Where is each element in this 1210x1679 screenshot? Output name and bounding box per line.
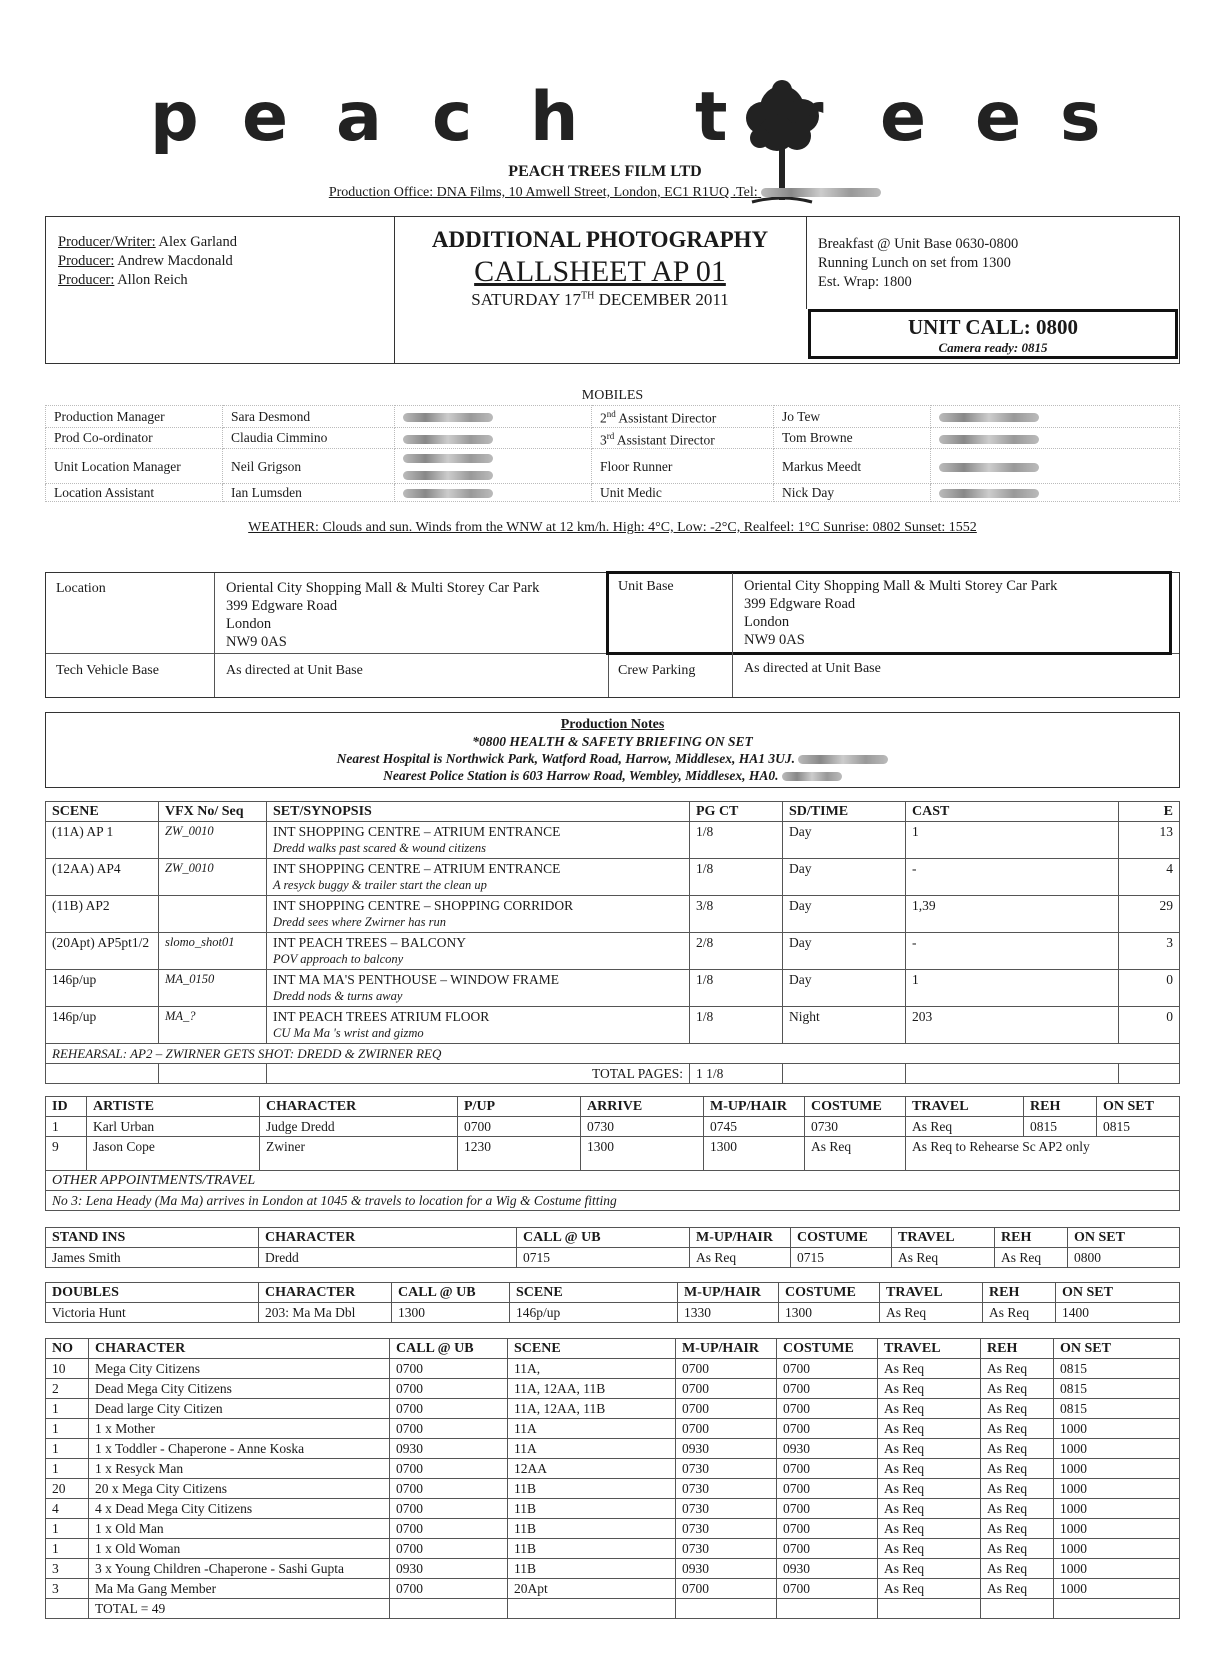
unit-call-box: UNIT CALL: 0800 Camera ready: 0815	[808, 309, 1178, 359]
unit-base-address: Oriental City Shopping Mall & Multi Storey Car Park 399 Edgware Road London NW9 0AS	[744, 578, 1058, 648]
header-box	[45, 216, 1180, 364]
logo-letter: h	[530, 78, 617, 157]
table-row	[46, 1579, 1180, 1599]
table-cell: 11A	[508, 1419, 676, 1439]
table-row	[46, 1419, 1180, 1439]
table-row	[46, 1519, 1180, 1539]
table-cell: 3 x Young Children -Chaperone - Sashi Gupta	[89, 1559, 390, 1579]
table-cell: As Req	[981, 1459, 1054, 1479]
table-cell: 1000	[1054, 1479, 1180, 1499]
table-cell: 0700	[777, 1399, 878, 1419]
table-cell: 0700	[676, 1419, 777, 1439]
table-cell: As Req	[981, 1479, 1054, 1499]
table-header: SCENE VFX No/ Seq SET/SYNOPSIS PG CT SD/TIME CAST E	[46, 802, 1180, 822]
table-cell: Ma Ma Gang Member	[89, 1579, 390, 1599]
table-cell: 11A, 12AA, 11B	[508, 1379, 676, 1399]
table-cell: As Req	[981, 1399, 1054, 1419]
logo-letter: s	[1060, 78, 1139, 157]
logo-letter: a	[336, 78, 420, 157]
other-appointments-text: No 3: Lena Heady (Ma Ma) arrives in London at 1045 & travels to location for a Wig & Costume fitting	[46, 1191, 1180, 1211]
table-cell: 0700	[390, 1479, 508, 1499]
table-row: Victoria Hunt 203: Ma Ma Dbl 1300 146p/up 1330 1300 As Req As Req 1400	[46, 1303, 1180, 1323]
table-row	[46, 1399, 1180, 1419]
table-cell: As Req	[878, 1419, 981, 1439]
table-cell: As Req	[981, 1419, 1054, 1439]
table-row: 9 Jason Cope Zwiner 1230 1300 1300 As Req As Req to Rehearse Sc AP2 only	[46, 1137, 1180, 1171]
table-cell: 0700	[676, 1379, 777, 1399]
callsheet-date: SATURDAY 17TH DECEMBER 2011	[471, 290, 729, 309]
table-cell: 1 x Old Man	[89, 1519, 390, 1539]
table-cell: As Req	[878, 1559, 981, 1579]
table-cell: 4	[46, 1499, 89, 1519]
table-cell: As Req	[981, 1579, 1054, 1599]
table-cell: 1	[46, 1399, 89, 1419]
extras-total-row: TOTAL = 49	[46, 1599, 1180, 1619]
table-cell: As Req	[981, 1519, 1054, 1539]
table-cell: 0700	[390, 1419, 508, 1439]
table-cell: As Req	[981, 1559, 1054, 1579]
standins-table	[45, 1227, 1180, 1268]
table-cell: 0930	[390, 1439, 508, 1459]
peach-trees-logo	[150, 60, 1139, 160]
table-cell: 0815	[1054, 1379, 1180, 1399]
mobile-row: Production Manager Sara Desmond 2nd Assistant Director Jo Tew	[46, 406, 1180, 428]
producers-list: Producer/Writer: Alex Garland Producer: Andrew Macdonald Producer: Allon Reich	[58, 234, 237, 288]
table-cell: 0700	[390, 1539, 508, 1559]
crew-parking-value: As directed at Unit Base	[744, 661, 881, 676]
doubles-table	[45, 1282, 1180, 1323]
production-notes: Production Notes *0800 HEALTH & SAFETY BRIEFING ON SET Nearest Hospital is Northwick Park, Watford Road, Harrow, Middlesex, HA1 3UJ. Nearest Police Station is 603 Harrow Road, Wembley, Middlesex, HA0.	[45, 712, 1180, 788]
table-cell: 3	[46, 1559, 89, 1579]
table-cell: 1000	[1054, 1499, 1180, 1519]
table-cell: 4 x Dead Mega City Citizens	[89, 1499, 390, 1519]
table-row: 1 Karl Urban Judge Dredd 0700 0730 0745 0730 As Req 0815 0815	[46, 1117, 1180, 1137]
table-cell: 0700	[777, 1419, 878, 1439]
table-row: James Smith Dredd 0715 As Req 0715 As Req As Req 0800	[46, 1248, 1180, 1268]
table-row	[46, 1559, 1180, 1579]
table-row: 146p/up MA_0150 INT MA MA'S PENTHOUSE – WINDOW FRAME Dredd nods & turns away 1/8 Day 1 0	[46, 970, 1180, 1007]
total-pages-row: TOTAL PAGES: 1 1/8	[46, 1064, 1180, 1084]
table-cell: 0700	[390, 1379, 508, 1399]
table-cell: 1000	[1054, 1579, 1180, 1599]
table-cell: 1 x Resyck Man	[89, 1459, 390, 1479]
table-cell: As Req	[981, 1499, 1054, 1519]
table-cell: 20	[46, 1479, 89, 1499]
unit-base-label: Unit Base	[618, 579, 674, 594]
table-row: (20Apt) AP5pt1/2 slomo_shot01 INT PEACH TREES – BALCONY POV approach to balcony 2/8 Day - 3	[46, 933, 1180, 970]
table-cell: 0700	[777, 1459, 878, 1479]
table-cell: 10	[46, 1359, 89, 1379]
artistes-table	[45, 1096, 1180, 1211]
mobile-row: Unit Location Manager Neil Grigson Floor Runner Markus Meedt	[46, 449, 1180, 484]
table-header: STAND INS CHARACTER CALL @ UB M-UP/HAIR COSTUME TRAVEL REH ON SET	[46, 1228, 1180, 1248]
scenes-table	[45, 801, 1180, 1084]
table-cell: 0815	[1054, 1359, 1180, 1379]
table-row	[46, 1439, 1180, 1459]
table-cell: 0700	[676, 1359, 777, 1379]
table-cell: 0730	[676, 1479, 777, 1499]
table-cell: 11B	[508, 1519, 676, 1539]
table-cell: 20Apt	[508, 1579, 676, 1599]
table-cell: 0930	[676, 1559, 777, 1579]
table-cell: 1000	[1054, 1419, 1180, 1439]
table-cell: 0700	[390, 1399, 508, 1419]
logo-letter: e	[242, 78, 327, 157]
location-address: Oriental City Shopping Mall & Multi Storey Car Park 399 Edgware Road London NW9 0AS	[226, 580, 540, 650]
table-cell: 1000	[1054, 1459, 1180, 1479]
crew-parking-label: Crew Parking	[618, 663, 696, 678]
table-row	[46, 1539, 1180, 1559]
table-cell: As Req	[878, 1459, 981, 1479]
table-cell: 0700	[390, 1579, 508, 1599]
mobiles-table	[45, 405, 1180, 502]
table-cell: 0700	[777, 1379, 878, 1399]
mobiles-title: MOBILES	[581, 388, 644, 403]
table-row	[46, 1499, 1180, 1519]
table-cell: As Req	[878, 1479, 981, 1499]
table-row	[46, 1379, 1180, 1399]
logo-letter: t	[695, 78, 766, 157]
location-label: Location	[56, 581, 106, 596]
table-cell: 0730	[676, 1539, 777, 1559]
weather-report: WEATHER: Clouds and sun. Winds from the WNW at 12 km/h. High: 4°C, Low: -2°C, Realfeel: 1°C Sunrise: 0802 Sunset: 1552	[248, 520, 977, 535]
tech-base-label: Tech Vehicle Base	[56, 663, 159, 678]
table-cell: As Req	[981, 1539, 1054, 1559]
table-header: DOUBLES CHARACTER CALL @ UB SCENE M-UP/HAIR COSTUME TRAVEL REH ON SET	[46, 1283, 1180, 1303]
table-cell: 0700	[777, 1579, 878, 1599]
table-cell: Dead Mega City Citizens	[89, 1379, 390, 1399]
table-cell: 0700	[390, 1519, 508, 1539]
table-cell: 0700	[777, 1519, 878, 1539]
table-cell: 0700	[390, 1499, 508, 1519]
table-cell: 11B	[508, 1559, 676, 1579]
table-cell: 0730	[676, 1519, 777, 1539]
table-cell: 0930	[777, 1439, 878, 1459]
callsheet-number: CALLSHEET AP 01	[474, 255, 726, 288]
production-office: Production Office: DNA Films, 10 Amwell Street, London, EC1 R1UQ .Tel:	[0, 185, 1210, 201]
table-header: ID ARTISTE CHARACTER P/UP ARRIVE M-UP/HAIR COSTUME TRAVEL REH ON SET	[46, 1097, 1180, 1117]
logo-letter: r	[790, 78, 862, 157]
table-cell: As Req	[878, 1439, 981, 1459]
table-cell: 11A, 12AA, 11B	[508, 1399, 676, 1419]
table-cell: 0730	[676, 1459, 777, 1479]
table-cell: 0930	[390, 1559, 508, 1579]
timings: Breakfast @ Unit Base 0630-0800 Running Lunch on set from 1300 Est. Wrap: 1800	[818, 236, 1019, 290]
table-row: (11A) AP 1 ZW_0010 INT SHOPPING CENTRE – ATRIUM ENTRANCE Dredd walks past scared & wound citizens 1/8 Day 1 13	[46, 822, 1180, 859]
table-cell: 3	[46, 1579, 89, 1599]
table-cell: 0730	[676, 1499, 777, 1519]
table-cell: 11B	[508, 1539, 676, 1559]
table-cell: As Req	[981, 1359, 1054, 1379]
table-cell: 0815	[1054, 1399, 1180, 1419]
table-cell: Dead large City Citizen	[89, 1399, 390, 1419]
location-box	[45, 572, 1180, 698]
table-header: NO CHARACTER CALL @ UB SCENE M-UP/HAIR COSTUME TRAVEL REH ON SET	[46, 1339, 1180, 1359]
table-row: (11B) AP2 INT SHOPPING CENTRE – SHOPPING CORRIDOR Dredd sees where Zwirner has run 3/8 Day 1,39 29	[46, 896, 1180, 933]
logo-letter: p	[150, 78, 237, 157]
table-cell: 1000	[1054, 1559, 1180, 1579]
table-row: 146p/up MA_? INT PEACH TREES ATRIUM FLOOR CU Ma Ma 's wrist and gizmo 1/8 Night 203 0	[46, 1007, 1180, 1044]
table-cell: 11A	[508, 1439, 676, 1459]
table-cell: 1 x Old Woman	[89, 1539, 390, 1559]
company-name: PEACH TREES FILM LTD	[508, 163, 702, 180]
logo-letter: e	[975, 78, 1060, 157]
logo-letter: e	[880, 78, 965, 157]
table-cell: 11B	[508, 1479, 676, 1499]
table-cell: 2	[46, 1379, 89, 1399]
table-row	[46, 1459, 1180, 1479]
table-cell: 1 x Toddler - Chaperone - Anne Koska	[89, 1439, 390, 1459]
table-cell: Mega City Citizens	[89, 1359, 390, 1379]
mobile-row: Location Assistant Ian Lumsden Unit Medic Nick Day	[46, 484, 1180, 502]
table-row	[46, 1359, 1180, 1379]
table-row: (12AA) AP4 ZW_0010 INT SHOPPING CENTRE – ATRIUM ENTRANCE A resyck buggy & trailer start the clean up 1/8 Day - 4	[46, 859, 1180, 896]
table-cell: 0700	[777, 1539, 878, 1559]
table-row	[46, 1479, 1180, 1499]
table-cell: 0700	[777, 1359, 878, 1379]
table-cell: 1 x Mother	[89, 1419, 390, 1439]
table-cell: As Req	[878, 1359, 981, 1379]
table-cell: 11B	[508, 1499, 676, 1519]
mobile-row: Prod Co-ordinator Claudia Cimmino 3rd Assistant Director Tom Browne	[46, 427, 1180, 449]
table-cell: 0700	[676, 1579, 777, 1599]
table-cell: 12AA	[508, 1459, 676, 1479]
other-appointments-title: OTHER APPOINTMENTS/TRAVEL	[46, 1171, 1180, 1191]
table-cell: As Req	[981, 1379, 1054, 1399]
extras-table	[45, 1338, 1180, 1619]
table-cell: As Req	[878, 1499, 981, 1519]
table-cell: 0700	[676, 1399, 777, 1419]
table-cell: 1	[46, 1459, 89, 1479]
table-cell: As Req	[878, 1579, 981, 1599]
table-cell: 0700	[777, 1499, 878, 1519]
table-cell: 0930	[777, 1559, 878, 1579]
table-cell: 0930	[676, 1439, 777, 1459]
table-cell: As Req	[878, 1379, 981, 1399]
table-cell: 1000	[1054, 1439, 1180, 1459]
table-cell: 1	[46, 1519, 89, 1539]
table-cell: 1	[46, 1439, 89, 1459]
table-cell: As Req	[878, 1399, 981, 1419]
table-cell: 1	[46, 1419, 89, 1439]
table-cell: As Req	[878, 1539, 981, 1559]
table-cell: As Req	[981, 1439, 1054, 1459]
table-cell: 0700	[777, 1479, 878, 1499]
tech-base-value: As directed at Unit Base	[226, 663, 363, 678]
table-cell: 20 x Mega City Citizens	[89, 1479, 390, 1499]
table-cell: 0700	[390, 1459, 508, 1479]
table-cell: 1000	[1054, 1539, 1180, 1559]
logo-letter: c	[432, 78, 511, 157]
callsheet-title: ADDITIONAL PHOTOGRAPHY	[431, 227, 769, 252]
rehearsal-row: REHEARSAL: AP2 – ZWIRNER GETS SHOT: DREDD & ZWIRNER REQ	[46, 1044, 1180, 1064]
table-cell: 0700	[390, 1359, 508, 1379]
table-cell: As Req	[878, 1519, 981, 1539]
table-cell: 11A,	[508, 1359, 676, 1379]
table-cell: 1	[46, 1539, 89, 1559]
table-cell: 1000	[1054, 1519, 1180, 1539]
